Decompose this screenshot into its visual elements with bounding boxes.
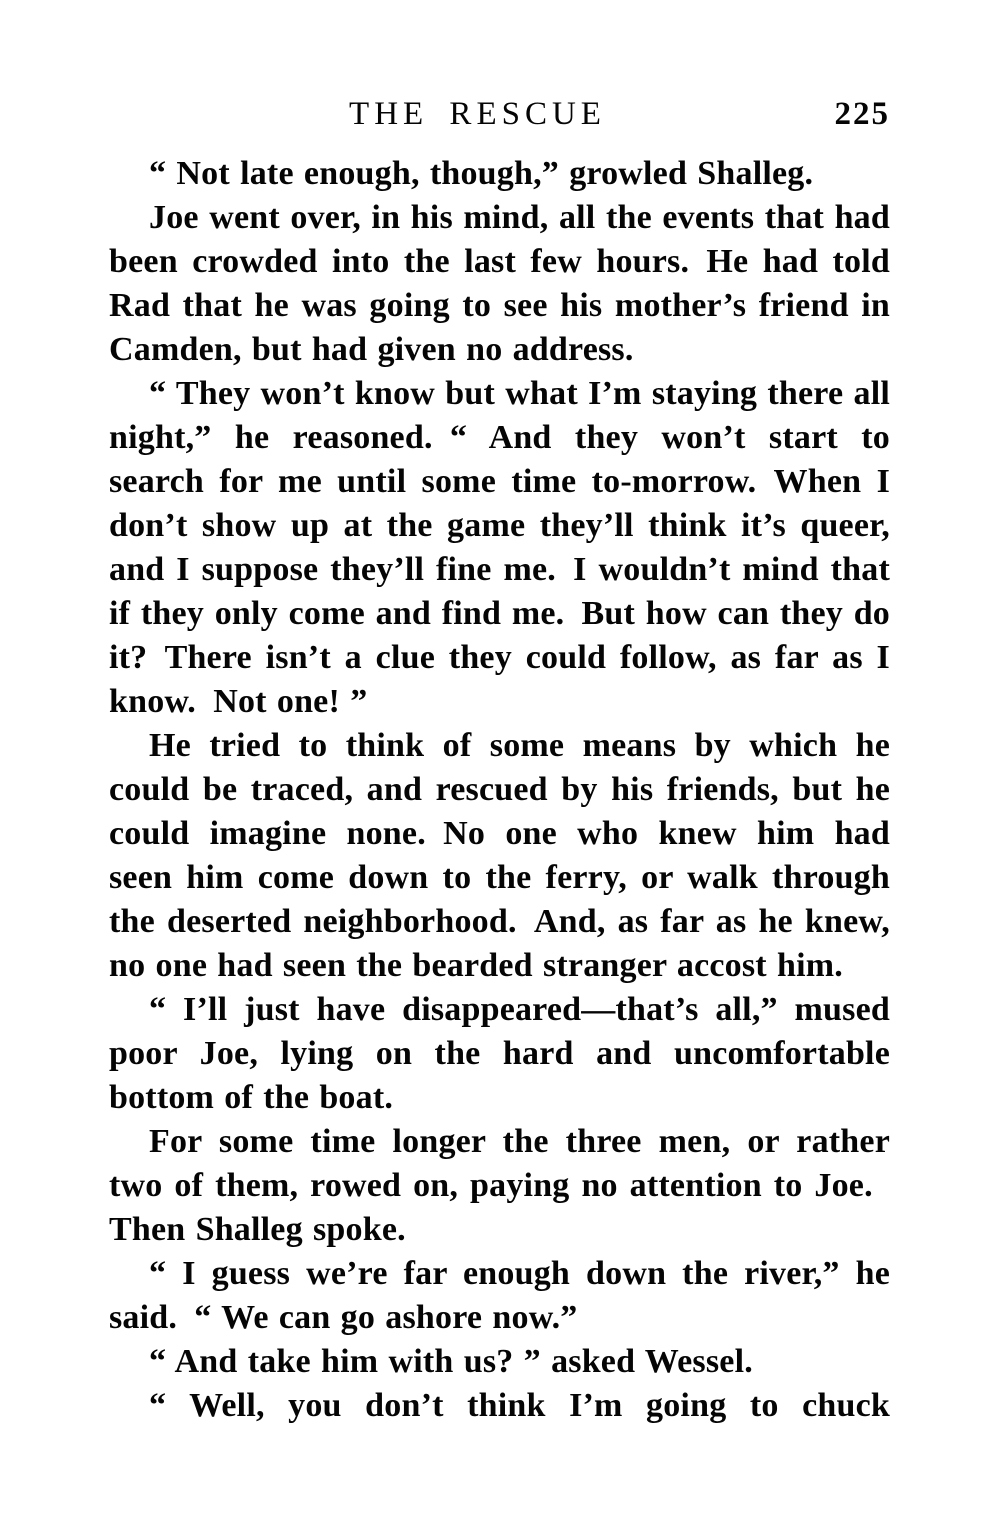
paragraph-1: “ Not late enough, though,” growled Shalleg. (149, 155, 814, 192)
paragraph-4: He tried to think of some means by which he could be traced, and rescued by his friends, but he could imagine none. No one who knew him had seen him come down to the ferry, or walk through the deserted neighborhood. And, as far as he knew, no one had seen the bearded stranger accost him. (109, 727, 890, 984)
page-body (109, 152, 890, 1428)
paragraph-7: “ I guess we’re far enough down the river,” he said. “ We can go ashore now.” (109, 1255, 890, 1336)
running-title: THE RESCUE (349, 96, 606, 132)
page-number: 225 (834, 96, 890, 132)
paragraph-9: “ Well, you don’t think I’m going to chuck (149, 1387, 890, 1424)
paragraph-2: Joe went over, in his mind, all the events that had been crowded into the last few hours. He had told Rad that he was going to see his mother’s friend in Camden, but had given no address. (109, 199, 890, 368)
paragraph-8: “ And take him with us? ” asked Wessel. (149, 1343, 753, 1380)
paragraph-3: “ They won’t know but what I’m staying there all night,” he reasoned. “ And they won’t start to search for me until some time to-morrow. When I don’t show up at the game they’ll think it’s queer, and I suppose they’ll fine me. I wouldn’t mind that if they only come and find me. But how can they do it? There isn’t a clue they could follow, as far as I know. Not one! ” (109, 375, 890, 720)
paragraph-6: For some time longer the three men, or rather two of them, rowed on, paying no attention to Joe. Then Shalleg spoke. (109, 1123, 890, 1248)
page-header (109, 96, 890, 133)
paragraph-5: “ I’ll just have disappeared—that’s all,” mused poor Joe, lying on the hard and uncomfortable bottom of the boat. (109, 991, 890, 1116)
